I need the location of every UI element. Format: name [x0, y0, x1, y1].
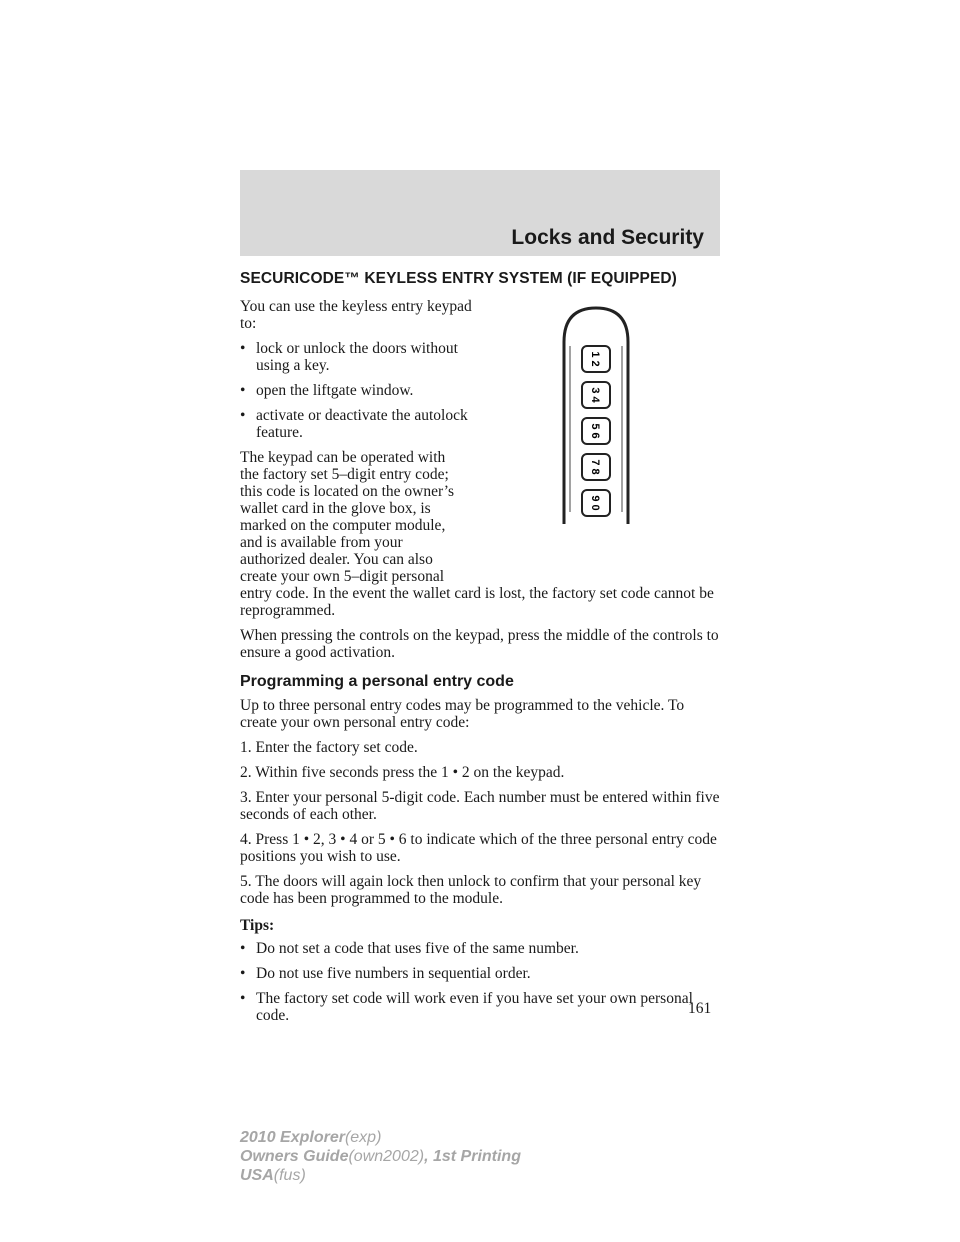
- bullet-marker: •: [240, 407, 246, 424]
- footer-guide: Owners Guide: [240, 1148, 349, 1165]
- programming-step: 1. Enter the factory set code.: [240, 739, 418, 756]
- programming-step: 5. The doors will again lock then unlock to confirm that your personal key code has been programmed to the module.: [240, 873, 702, 907]
- list-item: [240, 990, 720, 1024]
- footer-line: [240, 1166, 521, 1185]
- bullet-marker: •: [240, 340, 246, 357]
- pressing-note-paragraph: When pressing the controls on the keypad, press the middle of the controls to ensure a good activation.: [240, 627, 719, 661]
- text-line: The keypad can be operated with: [240, 449, 446, 466]
- section-header-title: Locks and Security: [511, 226, 704, 249]
- programming-step: 4. Press 1 • 2, 3 • 4 or 5 • 6 to indicate which of the three personal entry code positions you wish to use.: [240, 831, 717, 865]
- footer-market-code: (fus): [273, 1167, 306, 1184]
- text-line: wallet card in the glove box, is: [240, 500, 431, 517]
- programming-step: 3. Enter your personal 5-digit code. Each number must be entered within five seconds of each other.: [240, 789, 720, 823]
- list-item: [240, 407, 475, 441]
- keypad-button-label: 1 2: [589, 351, 601, 367]
- keypad-button-label: 7 8: [589, 459, 601, 475]
- bullet-marker: •: [240, 965, 246, 982]
- footer-guide-code: (own2002): [348, 1148, 425, 1165]
- programming-intro: Up to three personal entry codes may be programmed to the vehicle. To create your own personal entry code:: [240, 697, 685, 731]
- tips-label: Tips:: [240, 917, 275, 934]
- text-line: this code is located on the owner’s: [240, 483, 455, 500]
- page-content: [240, 270, 720, 1032]
- list-item-text: Do not set a code that uses five of the same number.: [256, 940, 579, 957]
- footer-model: 2010 Explorer: [240, 1129, 345, 1146]
- list-item-text: activate or deactivate the autolock feature.: [256, 407, 468, 441]
- programming-title: Programming a personal entry code: [240, 673, 514, 690]
- list-item-text: Do not use five numbers in sequential order.: [256, 965, 531, 982]
- bullet-marker: •: [240, 382, 246, 399]
- list-item-text: lock or unlock the doors without using a key.: [256, 340, 458, 374]
- intro-paragraph: You can use the keyless entry keypad to:: [240, 298, 472, 332]
- page-number: 161: [688, 1000, 712, 1017]
- intro-bullet-list: [240, 340, 475, 441]
- list-item: [240, 940, 720, 957]
- bullet-marker: •: [240, 990, 246, 1007]
- list-item: [240, 340, 475, 374]
- text-line: authorized dealer. You can also: [240, 551, 433, 568]
- tips-list: [240, 940, 720, 1024]
- keypad-code-paragraph: [240, 449, 720, 619]
- text-line: entry code. In the event the wallet card is lost, the factory set code cannot be reprogrammed.: [240, 585, 714, 619]
- text-line: create your own 5–digit personal: [240, 568, 445, 585]
- footer-line: [240, 1147, 521, 1166]
- text-line: the factory set 5–digit entry code;: [240, 466, 449, 483]
- section-title: SECURICODE™ KEYLESS ENTRY SYSTEM (IF EQUIPPED): [240, 270, 677, 287]
- keypad-button-label: 5 6: [589, 423, 601, 439]
- document-footer: [240, 1128, 521, 1185]
- bullet-marker: •: [240, 940, 246, 957]
- footer-printing: , 1st Printing: [424, 1148, 521, 1165]
- text-line: and is available from your: [240, 534, 403, 551]
- list-item-text: open the liftgate window.: [256, 382, 414, 399]
- section-header-band: [240, 170, 720, 256]
- programming-step: 2. Within five seconds press the 1 • 2 on the keypad.: [240, 764, 565, 781]
- list-item: [240, 965, 720, 982]
- footer-market: USA: [240, 1167, 274, 1184]
- keypad-button-label: 3 4: [589, 387, 601, 403]
- footer-model-code: (exp): [344, 1129, 382, 1146]
- text-line: marked on the computer module,: [240, 517, 446, 534]
- keypad-button-label: 9 0: [589, 495, 601, 511]
- list-item-text: The factory set code will work even if you have set your own personal code.: [256, 990, 693, 1024]
- list-item: [240, 382, 475, 399]
- footer-line: [240, 1128, 521, 1147]
